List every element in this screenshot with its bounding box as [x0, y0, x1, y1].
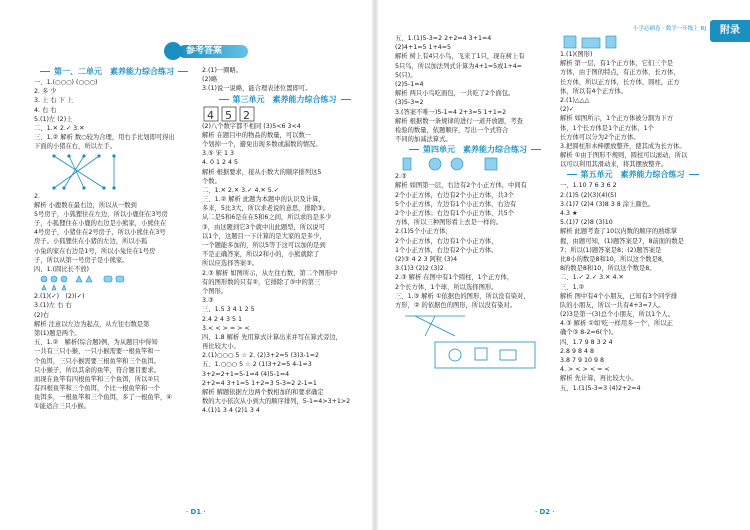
right-page	[375, 0, 750, 530]
answer-line: 5.(1)7 (2)8 (3)10	[560, 219, 613, 227]
answer-line: 3.(1)7 (2)4 (3)8 3 8 涂上颜色。	[560, 200, 655, 208]
answer-line: 一、1.10 7 6 3 6 2	[560, 182, 617, 190]
answer-line: 四、1.8 解析 先用算式计算出来并写在算式旁边，	[202, 333, 342, 341]
solids-figure	[395, 156, 555, 172]
banner-title: 参考答案	[186, 46, 223, 56]
answer-line: 3+2=2+1=5-1=4 (4)5-1=4	[202, 370, 290, 378]
answer-line: 从二是5和6是在在5和6之间，所以求的是多少	[202, 214, 332, 222]
answer-line: 房子。小狐狸住在小猪的左边，所以小狐	[34, 238, 148, 246]
answer-line: 个数。	[202, 177, 221, 185]
answer-line: 有的图形数的只有②，它排除了③中的第三	[202, 278, 321, 286]
answer-line: 4. 0 1 2 4 5	[202, 159, 239, 167]
answer-line: 而现在鱼竿有四根鱼竿和三个鱼饵，所以②只	[34, 375, 160, 383]
answer-line: 二、1.✕ 2.✕ 3.✓ 4.✕ 5.✓	[202, 186, 280, 194]
answer-line: 解析 在题目中的物品的数量，可以数一	[202, 131, 312, 139]
answer-line: (2)✓	[560, 106, 575, 114]
answer-line: (2)3是第一(3)总个小朋友，所以1个人。	[560, 311, 675, 319]
answer-line: 解析 根据要求，接从小数大的顺序排列这5	[202, 168, 322, 176]
answer-line: 一、1.(○○○) (○○○)	[34, 79, 98, 86]
answer-line: 解析 小鹿数在最右边，所以从一数到	[34, 201, 137, 209]
answer-line: 有四根鱼竿和三个鱼饵，个比一根鱼竿和一个	[34, 385, 160, 393]
answer-line: 所以应选择答案③。	[202, 260, 259, 268]
answer-line: 长方体，所以正方体，长方体，圆柱，正方	[560, 78, 680, 86]
answer-line: 3.8 7 9 10 9 8	[560, 357, 605, 364]
answer-line: 1个小正方体，右边有2个小正方体。	[395, 246, 498, 254]
answer-line: 个图形。	[202, 287, 228, 295]
answer-line: 2. 多 少	[34, 88, 57, 96]
column-1	[34, 66, 194, 412]
answer-line: 解析 图中有4个小朋友，已知有3个同学排	[560, 292, 678, 300]
crossing-lines-figure	[34, 152, 194, 192]
answer-line: 4.(1)1 3 4 (2)1 3 4	[202, 407, 260, 415]
answer-line: ③，由这题到它3个就中出此题型，所以说可	[202, 223, 325, 231]
column-4	[560, 34, 705, 393]
answer-line: 解析 解题依据左边两个数相加的和要求确定	[202, 389, 324, 396]
answer-line: (2)右	[34, 311, 50, 319]
answer-line: 5只鸟，所以加法列式计算为4+1=5或1+4=	[395, 62, 523, 70]
answer-line: 2.(1)○○○ 5 ☆ 2. (2)3+2=5 (3)3-1=2	[202, 352, 320, 360]
answer-line: 五、1.○○○ 5 ☆ 2 (1)3+2=5 4-1=3	[202, 361, 312, 369]
answer-line: 四、1.(圆比长不放)	[34, 266, 89, 273]
svg-text:2: 2	[243, 108, 250, 122]
svg-text:5: 5	[225, 108, 232, 122]
answer-line: 五、1.② 解析(综合题)例，为从题目中得知	[34, 339, 158, 347]
section-title: 第四单元 素养能力综合练习	[395, 144, 555, 156]
answer-line: 体，所以有4个正方体。	[560, 87, 627, 95]
answer-banner	[160, 42, 280, 60]
answer-line: 三、1.② 解析 数○较为合理，用右手比划即可得出	[34, 134, 175, 142]
answer-line: 2+2=4 3+1=5 1+2=3 5-3=2 2-1=1	[202, 379, 317, 387]
answer-line: 三、1.③ 解析 ①依据色的图形，所以没有染对，	[395, 292, 530, 300]
answer-line: 4.3 ★	[560, 210, 578, 217]
number-cards-figure	[202, 106, 367, 122]
answer-line: 不同的加减法算式。	[395, 136, 452, 144]
answer-line: 2.③ 解析 在图中有1个圆柱，1个正方体，	[395, 274, 514, 282]
answer-line: 2个小正方体，右边有1个小正方体，	[395, 237, 498, 245]
answer-line: 5个小正方体，左边有1个小正方体，右边有	[395, 200, 517, 208]
answer-line: 只小猴子，所以其余的鱼竿，符合题目要求。	[34, 366, 160, 374]
answer-line: 2.③ 解析 如图所示，从左往右数，第二个图形中	[202, 269, 338, 277]
answer-line: 小兔的家在右边是1号，所以小兔住在1号房	[34, 247, 156, 255]
answer-line: 解析 第一层，有1个正方体，它们三个是	[560, 60, 674, 68]
answer-line: 2个小正方体；右边有1个小正方体，共5个	[395, 210, 515, 217]
answer-line: 数的大小依次从小到大的顺序排列，5-1=4>3+1>2	[202, 398, 351, 406]
answer-line: 检验的数量，依题顺序，写出一个式符合	[395, 126, 509, 134]
answer-line: 4. 右 右	[34, 106, 57, 114]
answer-line: 解析 先计算，再比较大小。	[560, 375, 638, 383]
answer-line: 2.(1)△△△	[560, 96, 590, 104]
answer-line: 解析 此题考查了10以内数的顺序的熟练掌	[560, 228, 678, 236]
answer-line: (3)5-3=2	[395, 99, 424, 107]
answer-line: 方体，由于图的特点，有正方体，长方体，	[560, 69, 680, 77]
answer-line: 解析 两只小鸟吃面包，一共吃了2个面包。	[395, 90, 515, 98]
answer-line: 下面的小猪在右，所以左手。	[34, 143, 116, 151]
answer-line: (2)③ 4 2 3 阿粒 (3)4	[395, 255, 458, 263]
people-icon	[164, 42, 182, 60]
answer-line: (2)5-1=4	[395, 80, 424, 88]
answer-line: 以可以利用其滑动来，将其摆放整齐。	[560, 161, 668, 169]
answer-line: 3. 上 右 下 上	[34, 97, 74, 105]
appendix-tab: 附录	[710, 20, 750, 42]
shapes-row-figure	[34, 274, 194, 292]
page-number-right: · D2 ·	[535, 508, 555, 516]
answer-line: 5(只)。	[395, 71, 417, 79]
answer-line: 3.(1)3 (2)2 (3)2	[395, 265, 444, 273]
answer-line: 鱼饵多，一根鱼竿和三个鱼饵，多了一根鱼竿，④	[34, 394, 172, 402]
answer-line: 2.(1)5个小正方体，	[395, 228, 452, 236]
answer-line: 解析 注意以左边为起点，从左往右数是第	[34, 320, 150, 328]
answer-line: 比8小的数是8和10，所以这个数是8，	[560, 255, 669, 263]
answer-line: 五、1.(1)5-3=3 (4)2+2=4	[560, 384, 641, 392]
answer-line: 4. > < > < = <	[560, 366, 610, 374]
matching-lines-figure	[395, 310, 555, 370]
answer-line: 长方体可以分为2个正方体。	[560, 133, 640, 141]
answer-line: 3.③	[202, 297, 214, 305]
answer-line: 2.(1)一圈略。	[202, 67, 243, 74]
answer-line: 方形，② 的依据色的图形，所以没有染对。	[395, 301, 516, 309]
answer-line: 3.(1)左 右 右	[34, 302, 72, 310]
answer-line: 1.(1)(图形)	[560, 51, 593, 58]
answer-line: ①能适合三只小猴。	[34, 403, 91, 411]
answer-line: 一共有三只小猴，一只小猴需要一根鱼竿和一	[34, 348, 160, 356]
answer-line: 3.把圆柱形木棒摆放整齐，使其成为长方体。	[560, 142, 686, 150]
answer-line: (2)4+1=5 1+4=5	[395, 44, 452, 52]
answer-line: 确个③ 8-2=6(个)。	[560, 329, 618, 337]
answer-line: 第(1)题是两个。	[34, 329, 81, 337]
answer-line: (2)八个数字都不相同 (3)5<6 3<4	[202, 122, 301, 130]
answer-line: 2.(1)5 (2)(3)(4)(5)	[560, 191, 617, 199]
column-3	[395, 34, 555, 370]
answer-line: 8的数是8和10，所以这个数是8。	[560, 265, 656, 273]
answer-line: (2)略	[202, 76, 218, 84]
answer-line: 解析 如图所示，1个正方体被分割为下方	[560, 115, 674, 123]
answer-line: 不是正确答案，所以2和小的，小熊就除了	[202, 251, 320, 259]
page-number-left: · D1 ·	[186, 508, 206, 516]
answer-line: 体，1个长方体是1个正方体，1个	[560, 124, 654, 132]
answer-line: 5.(1)左 (2)上	[34, 115, 73, 123]
answer-line: 5号房子，小狐狸住在左边，所以小鹿住在3号房	[34, 210, 168, 218]
section-title: 第三单元 素养能力综合练习	[202, 94, 367, 106]
answer-line: 2个小正方体，右边有2个小正方体，共3个	[395, 191, 515, 199]
answer-line: 2.8 9 8 4 8	[560, 347, 595, 355]
blocks-figure	[560, 34, 705, 50]
answer-line: 三、1.5 3 4 1 2 5	[202, 306, 255, 314]
answer-line: 三、1.② 解析 此题为本题中的认识及计算，	[202, 196, 325, 204]
answer-line: 握，由题可知，(1)题答案是7，8前面的数是	[560, 237, 684, 245]
answer-line: 二、1.✓ 2.✓ 3.✕ 4.✕	[560, 274, 624, 282]
section-title: 第一、二单元 素养能力综合练习	[34, 66, 194, 78]
answer-line: 3.⑤ 宋 1 3	[202, 150, 234, 158]
answer-line: 2.③	[395, 173, 407, 181]
answer-line: 个鱼饵，三只小猴需要三根鱼竿和三个鱼饵。	[34, 357, 160, 365]
answer-line: 二、1.✕ 2.✓ 3.✕	[34, 124, 85, 132]
answer-line: 3.(1)说一说略，能合理表述位置即可。	[202, 85, 312, 93]
section-title: 第五单元 素养能力综合练习	[560, 169, 705, 181]
answer-line: 方体，所以三种图形看上去是一样的。	[395, 219, 503, 227]
answer-line: 子，小狐狸住在小鹿的右边是小熊家，小熊住在	[34, 220, 167, 228]
answer-line: 解析 ①由于图形不规则，圆柱可以滚动，所以	[560, 152, 688, 160]
answer-line: 2个长方体，1个球，所以选择图形。	[395, 283, 498, 291]
answer-line: 3.< < > = > <	[202, 324, 250, 332]
answer-line: 三、1.②	[560, 283, 585, 291]
answer-line: 多来，5比3大，所以求老说的意思，排除③。	[202, 205, 330, 213]
answer-line: 4.③ 解析 ①如'吃一样用多一个'，所以正	[560, 320, 673, 328]
answer-line: 2.	[34, 192, 41, 200]
answer-line: 2.4 2 4 3 5 1	[202, 315, 243, 323]
answer-line: 以1个，这题目一下计算的是大家的是多少，	[202, 232, 326, 240]
answer-line: 解析 根据数一条规律的进行一道开放题，考查	[395, 117, 523, 125]
answer-line: 2.(1)(✓) (2)(✓)	[34, 293, 85, 301]
answer-line: 个划掉一个，避免出现多数或漏数的情况。	[202, 140, 322, 148]
answer-line: 四、1.7 9 8 3 2 4	[560, 338, 613, 346]
answer-line: 五、1.(1)5-3=2 2+2=4 3+1=4	[395, 35, 492, 42]
column-2	[202, 66, 367, 416]
answer-line: 3.(答案不唯一)5-1=4 2+3=5 1+1=2	[395, 108, 507, 116]
answer-line: 一个题能多加的，所以5等于这可以加的是到	[202, 242, 326, 249]
answer-line: 再比较大小。	[202, 343, 240, 351]
answer-line: 4号房子，小猪住在2号房子，所以小熊住在3号	[34, 229, 166, 237]
header-brand: 小学必刷卷 · 数学一年级上 RJ	[633, 26, 706, 32]
answer-line: 解析 树上有4只小鸟，飞来了1只，现在树上有	[395, 53, 525, 61]
answer-line: 解析 如图第一层，右边有2个小正方体，中间有	[395, 182, 527, 190]
answer-line: 子，所以从第一号房子是小熊家。	[34, 256, 129, 264]
answer-line: 队的小朋友，所以一共有4+3=7人。	[560, 301, 665, 309]
answer-line: 7；所以(1)题答案是8；(2)题答案是	[560, 246, 662, 254]
svg-text:4: 4	[207, 108, 214, 122]
